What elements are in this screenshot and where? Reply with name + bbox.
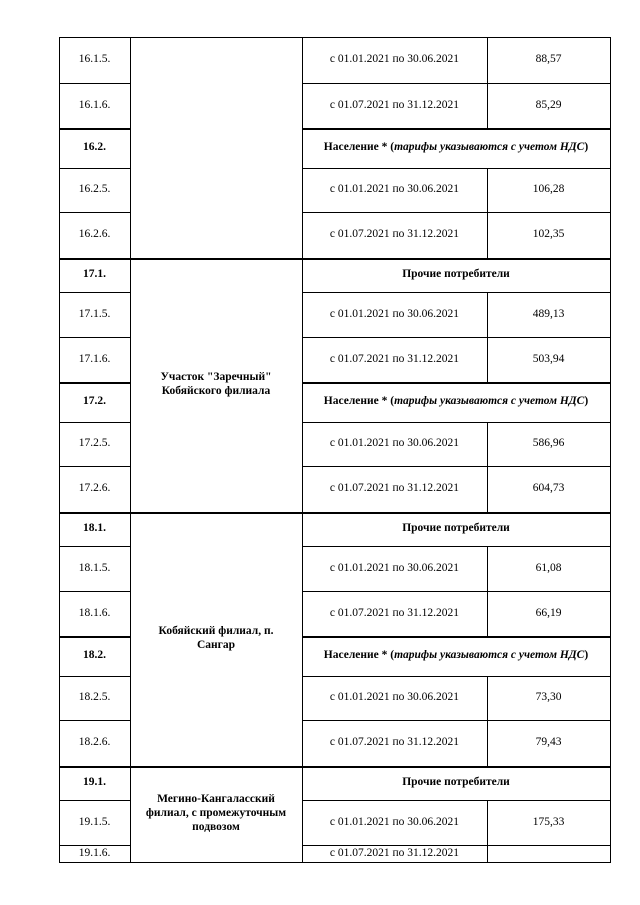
row-number: 18.2.5. <box>78 691 111 704</box>
table-rule <box>59 546 131 547</box>
table-rule <box>302 546 611 547</box>
row-number: 17.1.6. <box>78 352 111 365</box>
section-header <box>302 382 610 422</box>
row-number: 18.1.5. <box>78 561 111 574</box>
table-rule <box>302 337 611 338</box>
section-header-text <box>402 268 510 282</box>
table-rule <box>487 546 488 592</box>
table-rule <box>59 168 131 169</box>
table-rule <box>302 845 611 846</box>
period-cell: с 01.07.2021 по 31.12.2021 <box>329 98 460 111</box>
section-header <box>302 766 610 800</box>
table-rule <box>59 212 131 213</box>
period-cell: с 01.01.2021 по 30.06.2021 <box>329 815 460 828</box>
row-number: 18.2.6. <box>78 736 111 749</box>
row-number: 16.1.5. <box>78 53 111 66</box>
section-header-text <box>324 141 588 155</box>
table-rule <box>59 862 611 863</box>
period-cell: с 01.07.2021 по 31.12.2021 <box>329 228 460 241</box>
table-rule <box>487 591 488 637</box>
table-rule <box>59 676 131 677</box>
table-rule <box>487 212 488 259</box>
table-rule <box>302 720 611 721</box>
row-number: 16.2.5. <box>78 183 111 196</box>
tariff-value: 88,57 <box>535 53 562 66</box>
table-rule <box>59 292 131 293</box>
tariff-value: 586,96 <box>532 437 565 450</box>
row-number: 16.1.6. <box>78 98 111 111</box>
header-italic-text: тарифы указываются с учетом НДС <box>394 395 585 408</box>
period-cell: с 01.01.2021 по 30.06.2021 <box>329 691 460 704</box>
table-rule <box>59 766 611 768</box>
tariff-value: 79,43 <box>535 736 562 749</box>
table-rule <box>302 83 611 84</box>
table-rule <box>487 292 488 338</box>
table-rule <box>59 512 611 514</box>
section-header <box>302 128 610 168</box>
table-rule <box>487 800 488 846</box>
table-rule <box>59 37 611 38</box>
table-rule <box>487 720 488 767</box>
table-rule <box>302 636 611 638</box>
header-bold-end: ) <box>584 649 589 662</box>
period-cell: с 01.07.2021 по 31.12.2021 <box>329 352 460 365</box>
tariff-value: 106,28 <box>532 183 565 196</box>
row-number: 19.1.6. <box>78 846 111 859</box>
row-number: 19.1.5. <box>78 815 111 828</box>
table-rule <box>487 676 488 721</box>
header-bold-end: ) <box>584 395 589 408</box>
table-rule <box>59 382 131 384</box>
period-cell: с 01.01.2021 по 30.06.2021 <box>329 53 460 66</box>
tariff-value: 66,19 <box>535 606 562 619</box>
group-label: Кобяйский филиал, п. Сангар <box>158 625 274 651</box>
table-rule <box>302 168 611 169</box>
table-rule <box>59 37 60 863</box>
tariff-value: 102,35 <box>532 228 565 241</box>
tariff-value <box>487 845 610 862</box>
table-rule <box>59 337 131 338</box>
section-header-text <box>402 522 510 536</box>
table-rule <box>59 720 131 721</box>
header-italic-text: тарифы указываются с учетом НДС <box>394 141 585 154</box>
period-cell: с 01.07.2021 по 31.12.2021 <box>329 846 460 859</box>
table-rule <box>59 83 131 84</box>
row-number: 19.1. <box>83 776 106 789</box>
period-cell: с 01.07.2021 по 31.12.2021 <box>329 482 460 495</box>
table-rule <box>302 37 303 863</box>
row-number: 17.2. <box>83 395 106 408</box>
period-cell: с 01.01.2021 по 30.06.2021 <box>329 183 460 196</box>
table-rule <box>487 37 488 84</box>
header-bold-text: Население * ( <box>323 395 395 408</box>
tariff-value: 85,29 <box>535 98 562 111</box>
tariff-value: 489,13 <box>532 307 565 320</box>
table-rule <box>302 422 611 423</box>
tariff-value: 175,33 <box>532 815 565 828</box>
table-rule <box>59 258 611 260</box>
section-header-text <box>324 395 588 409</box>
table-rule <box>302 466 611 467</box>
table-rule <box>59 128 131 130</box>
group-label: Мегино-Кангаласский филиал, с промежуточным подвозом <box>145 793 287 833</box>
row-number: 18.1. <box>83 522 106 535</box>
table-rule <box>487 83 488 129</box>
period-cell: с 01.07.2021 по 31.12.2021 <box>329 606 460 619</box>
header-bold-text: Прочие потребители <box>402 522 510 535</box>
header-bold-text: Прочие потребители <box>402 776 510 789</box>
section-header <box>302 258 610 292</box>
header-bold-end: ) <box>584 141 589 154</box>
table-rule <box>302 212 611 213</box>
tariff-value: 61,08 <box>535 561 562 574</box>
tariff-value: 604,73 <box>532 482 565 495</box>
table-rule <box>302 292 611 293</box>
table-rule <box>59 422 131 423</box>
table-rule <box>59 466 131 467</box>
row-number: 18.2. <box>83 649 106 662</box>
header-bold-text: Прочие потребители <box>402 268 510 281</box>
period-cell: с 01.07.2021 по 31.12.2021 <box>329 736 460 749</box>
section-header <box>302 636 610 676</box>
section-header-text <box>324 649 588 663</box>
period-cell: с 01.01.2021 по 30.06.2021 <box>329 437 460 450</box>
table-rule <box>487 422 488 467</box>
table-rule <box>487 168 488 213</box>
group-label: Участок "Заречный" Кобяйского филиала <box>160 371 272 397</box>
table-rule <box>302 128 611 130</box>
table-rule <box>302 676 611 677</box>
table-rule <box>59 636 131 638</box>
table-rule <box>487 337 488 383</box>
table-rule <box>302 382 611 384</box>
header-italic-text: тарифы указываются с учетом НДС <box>394 649 585 662</box>
tariff-value: 503,94 <box>532 352 565 365</box>
period-cell: с 01.01.2021 по 30.06.2021 <box>329 561 460 574</box>
header-bold-text: Население * ( <box>323 649 395 662</box>
table-rule <box>130 37 131 863</box>
group-label <box>130 37 302 258</box>
period-cell: с 01.01.2021 по 30.06.2021 <box>329 307 460 320</box>
table-rule <box>487 466 488 513</box>
row-number: 18.1.6. <box>78 606 111 619</box>
row-number: 16.2.6. <box>78 228 111 241</box>
section-header-text <box>402 776 510 790</box>
table-rule <box>487 845 488 863</box>
tariff-value: 73,30 <box>535 691 562 704</box>
row-number: 17.1. <box>83 268 106 281</box>
table-rule <box>59 800 131 801</box>
row-number: 16.2. <box>83 141 106 154</box>
header-bold-text: Население * ( <box>323 141 395 154</box>
row-number: 17.1.5. <box>78 307 111 320</box>
table-rule <box>610 37 611 863</box>
table-rule <box>302 800 611 801</box>
row-number: 17.2.6. <box>78 482 111 495</box>
table-rule <box>302 591 611 592</box>
section-header <box>302 512 610 546</box>
table-rule <box>59 845 131 846</box>
table-rule <box>59 591 131 592</box>
row-number: 17.2.5. <box>78 437 111 450</box>
